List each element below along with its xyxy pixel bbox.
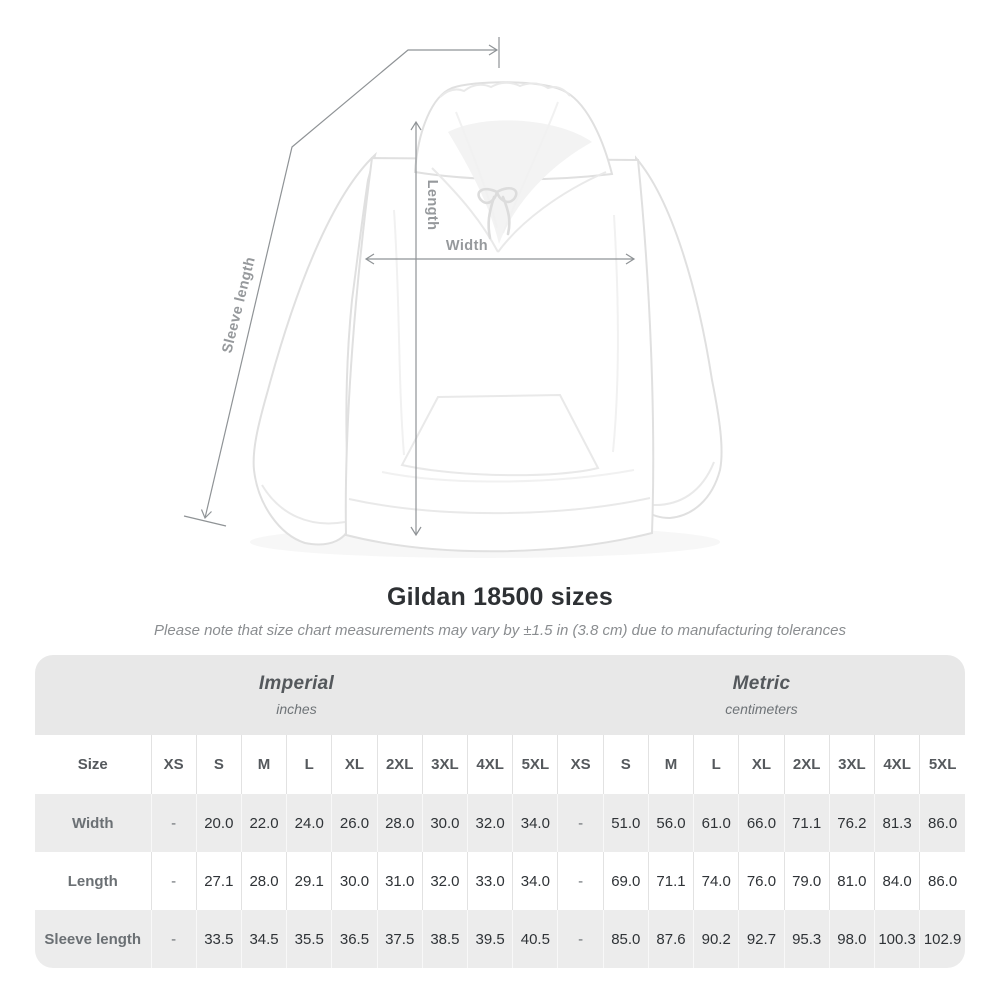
- row-label-width: Width: [35, 794, 151, 852]
- cell: 74.0: [694, 852, 739, 910]
- table-row-sleeve-length: [35, 910, 965, 968]
- metric-section-header: [558, 655, 965, 735]
- cell: 35.5: [287, 910, 332, 968]
- cell: 102.9: [920, 910, 965, 968]
- cell: 40.5: [513, 910, 558, 968]
- cell: 69.0: [603, 852, 648, 910]
- cell: 76.2: [829, 794, 874, 852]
- cell: 81.0: [829, 852, 874, 910]
- cell: 51.0: [603, 794, 648, 852]
- title-block: [0, 583, 1000, 639]
- cell: 76.0: [739, 852, 784, 910]
- cell: 79.0: [784, 852, 829, 910]
- tolerance-note: Please note that size chart measurements may vary by ±1.5 in (3.8 cm) due to manufacturing tolerances: [154, 622, 846, 639]
- size-col-metric-s: S: [603, 735, 648, 794]
- cell: 31.0: [377, 852, 422, 910]
- size-col-metric-xs: XS: [558, 735, 603, 794]
- cell: -: [151, 794, 196, 852]
- size-col-imperial-m: M: [241, 735, 286, 794]
- row-label-sleeve-length: Sleeve length: [35, 910, 151, 968]
- cell: 34.0: [513, 794, 558, 852]
- size-col-imperial-2xl: 2XL: [377, 735, 422, 794]
- size-col-imperial-xs: XS: [151, 735, 196, 794]
- cell: 27.1: [196, 852, 241, 910]
- cell: -: [558, 852, 603, 910]
- cell: 98.0: [829, 910, 874, 968]
- cell: 26.0: [332, 794, 377, 852]
- cell: 20.0: [196, 794, 241, 852]
- table-row-width: [35, 794, 965, 852]
- size-col-imperial-4xl: 4XL: [468, 735, 513, 794]
- width-label: Width: [445, 238, 489, 254]
- size-col-metric-3xl: 3XL: [829, 735, 874, 794]
- cell: 36.5: [332, 910, 377, 968]
- metric-label: Metric: [732, 673, 791, 694]
- cell: 39.5: [468, 910, 513, 968]
- cell: 28.0: [241, 852, 286, 910]
- size-col-metric-m: M: [648, 735, 693, 794]
- cell: 71.1: [648, 852, 693, 910]
- cell: 33.5: [196, 910, 241, 968]
- imperial-label: Imperial: [258, 673, 335, 694]
- table-row-length: [35, 852, 965, 910]
- size-col-imperial-s: S: [196, 735, 241, 794]
- cell: 86.0: [920, 794, 965, 852]
- cell: 34.0: [513, 852, 558, 910]
- cell: 87.6: [648, 910, 693, 968]
- imperial-section-header: [35, 655, 558, 735]
- cell: -: [151, 910, 196, 968]
- size-col-imperial-l: L: [287, 735, 332, 794]
- size-corner-header: Size: [35, 735, 151, 794]
- cell: 32.0: [468, 794, 513, 852]
- page-title: Gildan 18500 sizes: [387, 583, 613, 611]
- cell: -: [558, 910, 603, 968]
- cell: 100.3: [875, 910, 920, 968]
- cell: 85.0: [603, 910, 648, 968]
- size-header-row: [35, 735, 965, 794]
- metric-unit: centimeters: [725, 701, 798, 717]
- cell: 56.0: [648, 794, 693, 852]
- cell: 90.2: [694, 910, 739, 968]
- size-col-imperial-3xl: 3XL: [422, 735, 467, 794]
- cell: 29.1: [287, 852, 332, 910]
- cell: 22.0: [241, 794, 286, 852]
- size-col-metric-5xl: 5XL: [920, 735, 965, 794]
- length-label: Length: [424, 179, 440, 231]
- cell: 32.0: [422, 852, 467, 910]
- cell: 92.7: [739, 910, 784, 968]
- size-col-imperial-5xl: 5XL: [513, 735, 558, 794]
- size-col-metric-2xl: 2XL: [784, 735, 829, 794]
- cell: 86.0: [920, 852, 965, 910]
- size-col-metric-l: L: [694, 735, 739, 794]
- size-table: [35, 655, 965, 968]
- cell: -: [151, 852, 196, 910]
- cell: 30.0: [332, 852, 377, 910]
- cell: 38.5: [422, 910, 467, 968]
- size-table-card: [35, 655, 965, 968]
- sleeve-length-label: Sleeve length: [219, 255, 259, 355]
- cell: 24.0: [287, 794, 332, 852]
- cell: 34.5: [241, 910, 286, 968]
- cell: 28.0: [377, 794, 422, 852]
- size-col-imperial-xl: XL: [332, 735, 377, 794]
- cell: 37.5: [377, 910, 422, 968]
- cell: 84.0: [875, 852, 920, 910]
- cell: 33.0: [468, 852, 513, 910]
- cell: 66.0: [739, 794, 784, 852]
- cell: -: [558, 794, 603, 852]
- cell: 95.3: [784, 910, 829, 968]
- size-col-metric-xl: XL: [739, 735, 784, 794]
- cell: 71.1: [784, 794, 829, 852]
- unit-band-row: [35, 655, 965, 735]
- cell: 30.0: [422, 794, 467, 852]
- cell: 61.0: [694, 794, 739, 852]
- cell: 81.3: [875, 794, 920, 852]
- row-label-length: Length: [35, 852, 151, 910]
- imperial-unit: inches: [276, 701, 317, 717]
- size-col-metric-4xl: 4XL: [875, 735, 920, 794]
